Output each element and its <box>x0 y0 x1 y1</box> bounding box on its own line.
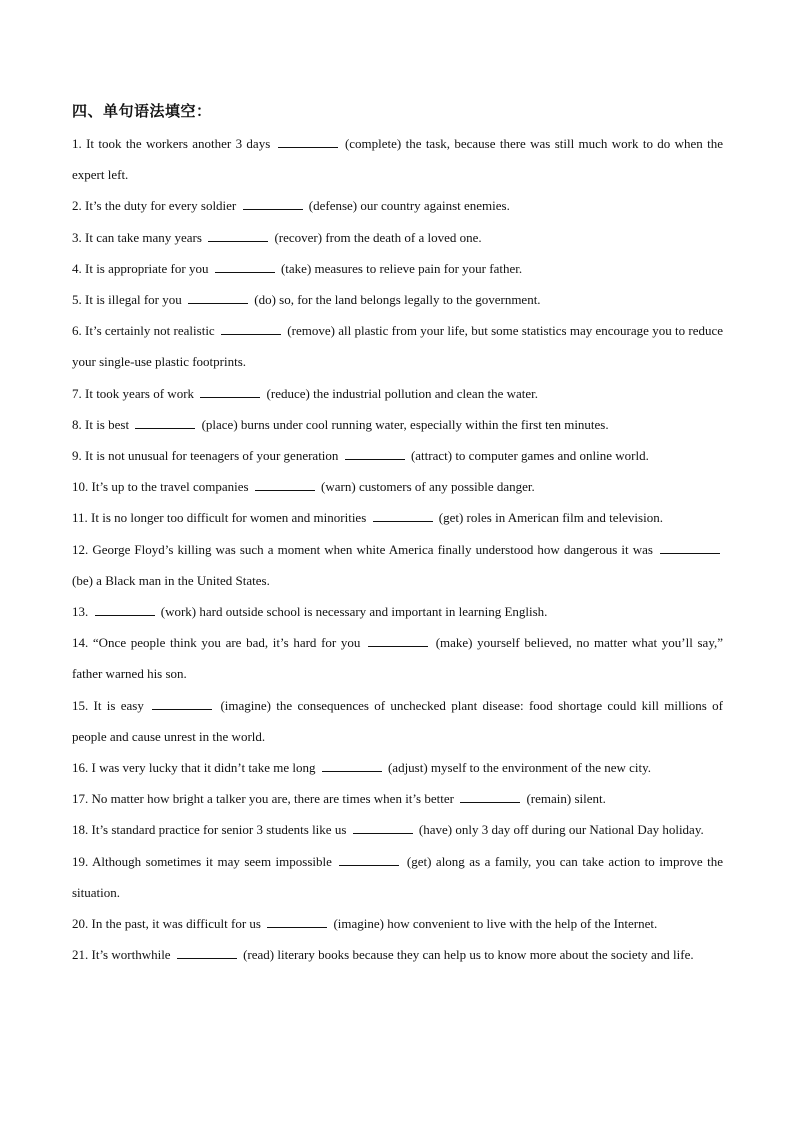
answer-blank <box>322 759 382 772</box>
question-text-after-blank: (imagine) the consequences of unchecked plant disease: food shortage could kill millions of people and cause unrest in the world. <box>72 697 723 744</box>
question-item <box>72 752 723 783</box>
question-text-after-blank: (get) along as a family, you can take action to improve the situation. <box>72 853 723 900</box>
question-text-after-blank: (do) so, for the land belongs legally to the government. <box>254 292 541 308</box>
question-text-before-blank: 1. It took the workers another 3 days <box>72 136 271 151</box>
question-text-after-blank: (remove) all plastic from your life, but some statistics may encourage you to reduce your single-use plastic footprints. <box>72 323 724 370</box>
question-text-after-blank: (adjust) myself to the environment of the new city. <box>387 760 652 776</box>
question-text-before-blank: 13. <box>72 604 89 620</box>
answer-blank <box>267 915 327 928</box>
question-text-before-blank: 8. It is best <box>72 416 130 432</box>
answer-blank <box>243 197 303 210</box>
question-item <box>72 315 723 377</box>
question-text-after-blank: (imagine) how convenient to live with the help of the Internet. <box>333 916 658 932</box>
section-heading: 四、单句语法填空： <box>72 102 212 120</box>
answer-blank <box>188 291 248 304</box>
question-text-after-blank: (get) roles in American film and television. <box>438 510 663 526</box>
question-text-before-blank: 10. It’s up to the travel companies <box>72 479 249 495</box>
question-item <box>72 939 723 970</box>
question-text-after-blank: (work) hard outside school is necessary and important in learning English. <box>160 604 548 620</box>
question-text-before-blank: 4. It is appropriate for you <box>72 260 209 276</box>
question-item <box>72 627 723 689</box>
question-item <box>72 471 723 502</box>
question-text-after-blank: (recover) from the death of a loved one. <box>274 229 482 245</box>
question-text-after-blank: (defense) our country against enemies. <box>308 198 510 214</box>
question-text-after-blank: (warn) customers of any possible danger. <box>321 479 535 495</box>
question-text-after-blank: (remain) silent. <box>526 791 606 807</box>
question-item <box>72 908 723 939</box>
question-item <box>72 534 723 596</box>
answer-blank <box>200 385 260 398</box>
answer-blank <box>353 821 413 834</box>
question-text-before-blank: 17. No matter how bright a talker you are, there are times when it’s better <box>72 791 454 807</box>
question-text-before-blank: 7. It took years of work <box>72 385 195 401</box>
question-text-before-blank: 14. “Once people think you are bad, it’s hard for you <box>72 635 361 651</box>
question-text-before-blank: 16. I was very lucky that it didn’t take me long <box>72 760 316 776</box>
answer-blank <box>660 541 720 554</box>
question-list <box>72 128 723 970</box>
question-text-after-blank: (reduce) the industrial pollution and clean the water. <box>266 385 538 401</box>
answer-blank <box>373 509 433 522</box>
answer-blank <box>95 603 155 616</box>
answer-blank <box>339 853 399 866</box>
answer-blank <box>177 946 237 959</box>
question-item <box>72 222 723 253</box>
question-text-before-blank: 19. Although sometimes it may seem impossible <box>72 853 332 869</box>
question-text-before-blank: 15. It is easy <box>72 697 144 713</box>
question-item <box>72 502 723 533</box>
question-item <box>72 128 723 190</box>
question-text-before-blank: 9. It is not unusual for teenagers of your generation <box>72 448 339 464</box>
answer-blank <box>215 260 275 273</box>
question-text-before-blank: 20. In the past, it was difficult for us <box>72 916 261 932</box>
answer-blank <box>255 478 315 491</box>
question-text-before-blank: 12. George Floyd’s killing was such a moment when white America finally understood how dangerous it was <box>72 541 653 557</box>
question-text-after-blank: (make) yourself believed, no matter what you’ll say,” father warned his son. <box>72 635 723 682</box>
question-text-before-blank: 21. It’s worthwhile <box>72 947 171 963</box>
question-text-before-blank: 5. It is illegal for you <box>72 292 182 308</box>
question-text-after-blank: (place) burns under cool running water, especially within the first ten minutes. <box>201 416 609 432</box>
question-text-after-blank: (have) only 3 day off during our National Day holiday. <box>418 822 704 838</box>
answer-blank <box>152 697 212 710</box>
question-item <box>72 284 723 315</box>
question-item <box>72 409 723 440</box>
question-item <box>72 596 723 627</box>
question-text-before-blank: 6. It’s certainly not realistic <box>72 323 215 339</box>
question-text-before-blank: 3. It can take many years <box>72 229 202 245</box>
question-text-after-blank: (take) measures to relieve pain for your father. <box>280 260 523 276</box>
question-item <box>72 253 723 284</box>
question-item <box>72 378 723 409</box>
answer-blank <box>345 447 405 460</box>
question-text-before-blank: 11. It is no longer too difficult for women and minorities <box>72 510 367 526</box>
answer-blank <box>460 790 520 803</box>
answer-blank <box>368 634 428 647</box>
question-item <box>72 783 723 814</box>
answer-blank <box>278 135 338 148</box>
question-text-before-blank: 18. It’s standard practice for senior 3 students like us <box>72 822 347 838</box>
question-item <box>72 190 723 221</box>
question-item <box>72 690 723 752</box>
answer-blank <box>221 322 281 335</box>
answer-blank <box>208 229 268 242</box>
worksheet-page <box>72 98 723 970</box>
question-text-after-blank: (be) a Black man in the United States. <box>72 572 270 588</box>
question-text-after-blank: (read) literary books because they can help us to know more about the society and life. <box>243 947 694 963</box>
question-text-before-blank: 2. It’s the duty for every soldier <box>72 198 237 214</box>
question-item <box>72 814 723 845</box>
question-item <box>72 440 723 471</box>
question-text-after-blank: (complete) the task, because there was still much work to do when the expert left. <box>72 136 724 183</box>
answer-blank <box>135 416 195 429</box>
question-text-after-blank: (attract) to computer games and online world. <box>410 448 649 464</box>
question-item <box>72 846 723 908</box>
